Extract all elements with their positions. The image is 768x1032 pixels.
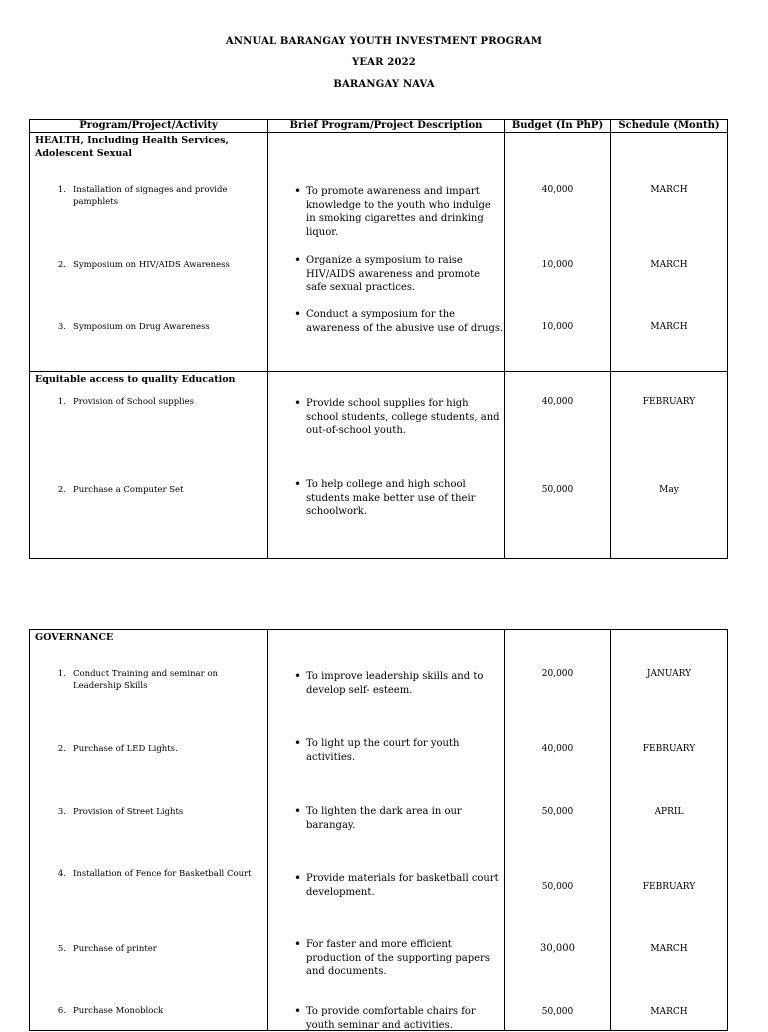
list-item: 5. Purchase of printer [57,944,157,954]
item-schedule: MARCH [650,260,688,270]
program-table-1 [29,119,728,559]
section-row-health [30,133,728,372]
item-schedule: May [659,485,679,495]
table-header-row [30,120,728,133]
item-budget: 20,000 [541,669,574,679]
item-description: • Conduct a symposium for the awareness of the abusive use of drugs. [306,308,506,335]
list-item: 4. Installation of Fence for Basketball Court [57,869,252,879]
item-schedule: MARCH [650,322,688,332]
item-description: • Provide materials for basketball court development. [306,872,506,899]
item-budget: 50,000 [541,485,574,495]
item-description: • To lighten the dark area in our barangay. [306,805,476,832]
item-description: • To promote awareness and impart knowledge to the youth who indulge in smoking cigarettes and drinking liquor. [306,185,501,239]
list-item: 2. Symposium on HIV/AIDS Awareness [57,260,230,270]
document-barangay: BARANGAY NAVA [333,79,435,90]
item-description: • Provide school supplies for high school students, college students, and out-of-school youth. [306,397,501,438]
item-budget: 40,000 [541,185,574,195]
list-item: 2. Purchase a Computer Set [57,485,184,495]
item-description: • To help college and high school students make better use of their schoolwork. [306,478,486,519]
item-budget: 40,000 [541,744,574,754]
item-budget: 10,000 [541,322,574,332]
item-budget: 30,000 [540,943,575,954]
item-description: • For faster and more efficient production of the supporting papers and documents. [306,938,496,979]
section-title: HEALTH, Including Health Services, Adolescent Sexual [35,135,229,159]
list-item: 1. Installation of signages and provide pamphlets [57,185,228,207]
item-budget: 10,000 [541,260,574,270]
document-year: YEAR 2022 [352,57,416,68]
list-item: 3. Provision of Street Lights [57,807,184,817]
document-title: ANNUAL BARANGAY YOUTH INVESTMENT PROGRAM [225,36,543,47]
list-item: 1. Conduct Training and seminar on Leadership Skills [57,669,218,691]
list-item: 3. Symposium on Drug Awareness [57,322,210,332]
item-schedule: MARCH [650,1007,688,1017]
item-schedule: APRIL [654,807,684,817]
header-program: Program/Project/Activity [30,120,268,133]
header-description: Brief Program/Project Description [268,120,505,133]
program-table-2 [29,629,728,1031]
item-schedule: JANUARY [646,669,692,679]
list-item: 6. Purchase Monoblock [57,1006,164,1016]
header-schedule: Schedule (Month) [611,120,728,133]
item-budget: 50,000 [541,807,574,817]
item-budget: 40,000 [541,397,574,407]
item-schedule: FEBRUARY [642,744,696,754]
item-description: • To improve leadership skills and to develop self- esteem. [306,670,491,697]
section-title: GOVERNANCE [35,632,114,643]
section-row-governance [30,630,728,1031]
list-item: 1. Provision of School supplies [57,397,195,407]
item-description: • To provide comfortable chairs for youth seminar and activities. [306,1005,496,1032]
item-description: • To light up the court for youth activities. [306,737,476,764]
item-schedule: FEBRUARY [642,397,696,407]
item-schedule: MARCH [650,944,688,954]
section-title: Equitable access to quality Education [35,374,236,385]
list-item: 2. Purchase of LED Lights. [57,744,178,754]
item-description: • Organize a symposium to raise HIV/AIDS awareness and promote safe sexual practices. [306,254,486,295]
item-schedule: MARCH [650,185,688,195]
item-budget: 50,000 [541,1007,574,1017]
item-schedule: FEBRUARY [642,882,696,892]
section-row-education [30,372,728,559]
item-budget: 50,000 [541,882,574,892]
header-budget: Budget (In PhP) [505,120,611,133]
